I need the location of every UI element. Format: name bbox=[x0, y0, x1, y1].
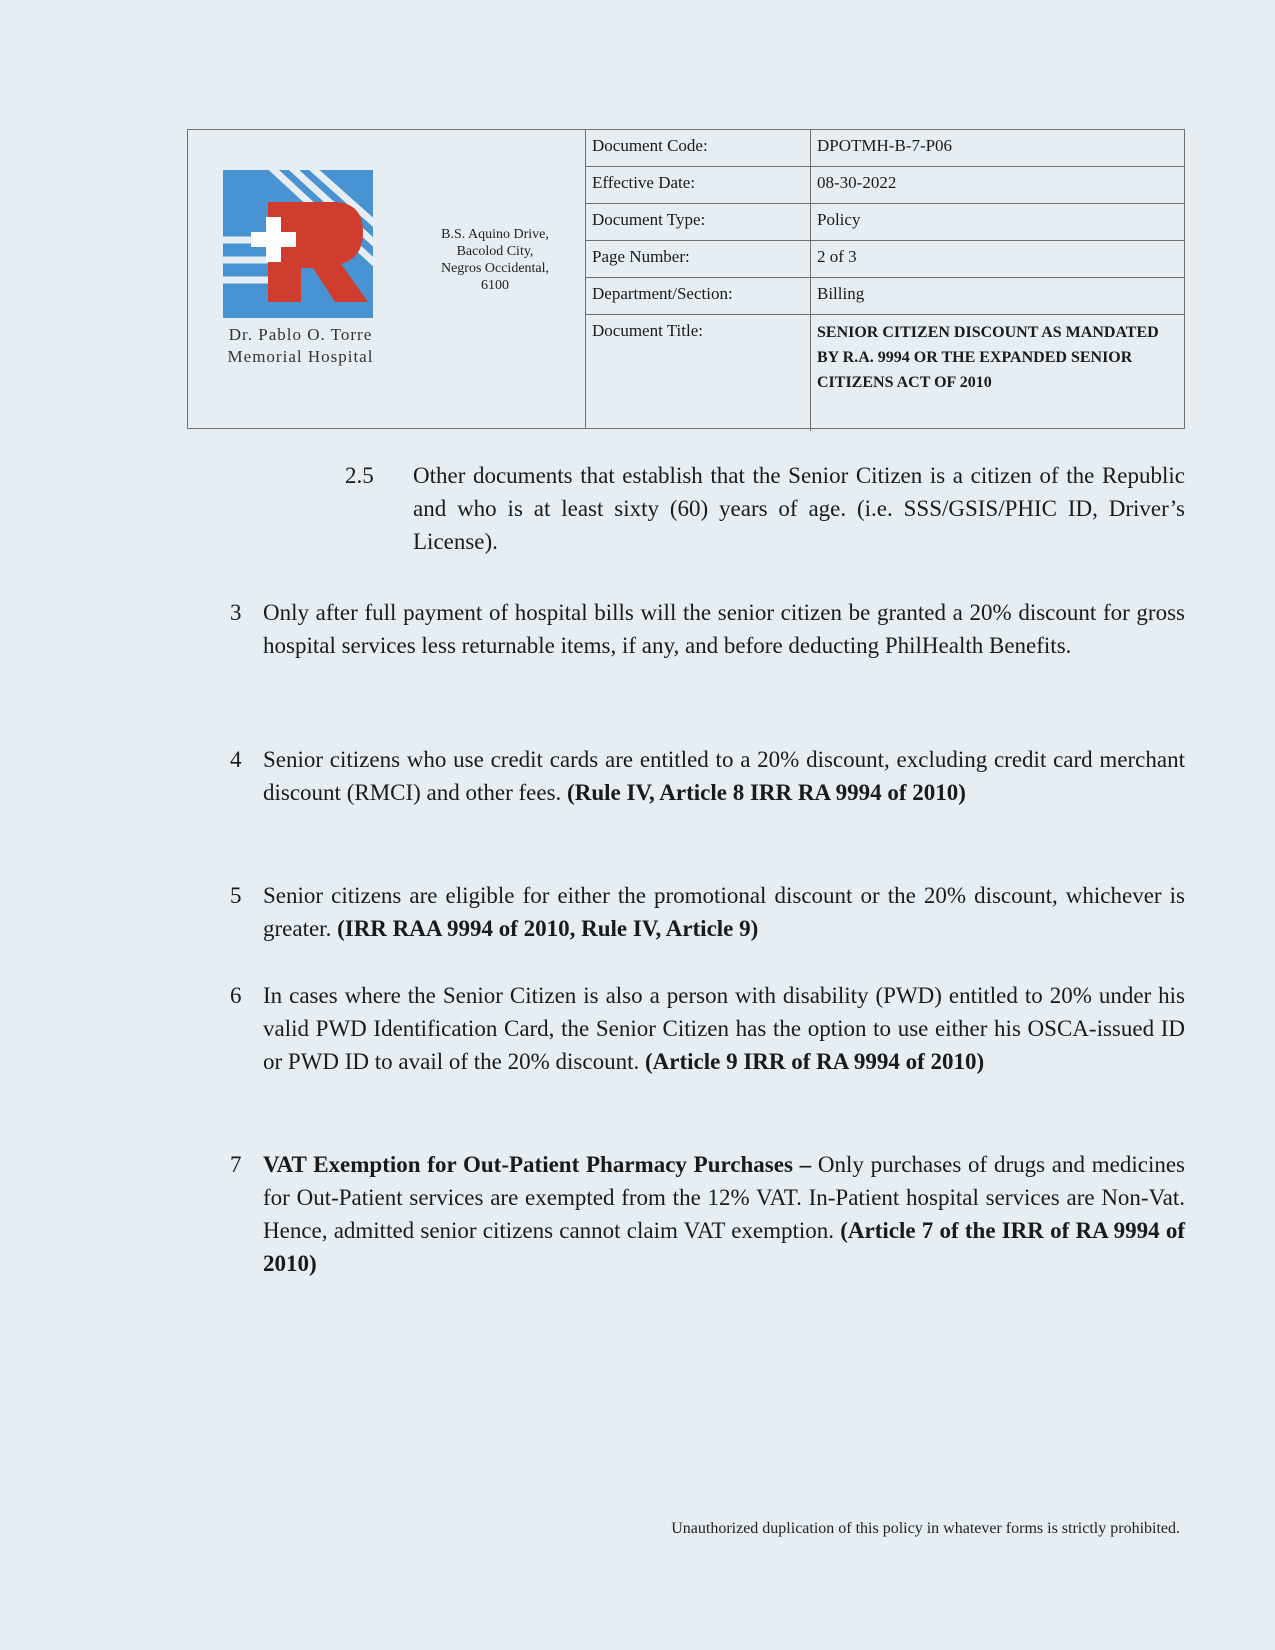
list-item-5 bbox=[230, 879, 1185, 945]
document-code-value: DPOTMH-B-7-P06 bbox=[811, 130, 1185, 167]
document-title-label: Document Title: bbox=[586, 315, 811, 432]
hospital-address bbox=[410, 226, 580, 294]
footer-notice: Unauthorized duplication of this policy in whatever forms is strictly prohibited. bbox=[671, 1520, 1180, 1537]
info-row-code bbox=[586, 130, 1184, 167]
list-item-number: 7 bbox=[230, 1152, 242, 1177]
list-item-number: 3 bbox=[230, 600, 242, 625]
effective-date-label: Effective Date: bbox=[586, 167, 811, 204]
address-line3: Negros Occidental, bbox=[440, 261, 550, 276]
list-item-text bbox=[263, 1148, 1185, 1280]
info-row-department bbox=[586, 278, 1184, 315]
list-item-body: Only purchases of drugs and medicines for Out-Patient services are exempted from the 12% VAT. In-Patient hospital services are Non-Vat. Hence, admitted senior citizens cannot claim VAT exemption. bbox=[263, 1152, 1186, 1243]
hospital-logo bbox=[223, 170, 383, 320]
list-item-text bbox=[263, 879, 1185, 945]
hospital-name-line1: Dr. Pablo O. Torre bbox=[228, 325, 373, 344]
list-item-text bbox=[263, 979, 1185, 1078]
page-number-label: Page Number: bbox=[586, 241, 811, 278]
info-row-date bbox=[586, 167, 1184, 204]
list-item-body: In cases where the Senior Citizen is also a person with disability (PWD) entitled to 20% under his valid PWD Identification Card, the Senior Citizen has the option to use either his OSCA-issued ID or PWD ID to avail of the 20% discount. bbox=[263, 983, 1185, 1074]
department-label: Department/Section: bbox=[586, 278, 811, 315]
document-type-value: Policy bbox=[811, 204, 1185, 241]
address-line1: B.S. Aquino Drive, bbox=[441, 227, 549, 242]
list-item-number: 2.5 bbox=[345, 463, 374, 488]
document-header bbox=[187, 129, 1185, 429]
legal-reference: (Rule IV, Article 8 IRR RA 9994 of 2010) bbox=[567, 780, 966, 805]
list-item-number: 5 bbox=[230, 883, 242, 908]
logo-cell bbox=[188, 130, 586, 428]
legal-reference: (Article 7 of the IRR of RA 9994 of 2010) bbox=[263, 1218, 1186, 1276]
effective-date-value: 08-30-2022 bbox=[811, 167, 1185, 204]
document-type-label: Document Type: bbox=[586, 204, 811, 241]
list-item-4 bbox=[230, 743, 1185, 809]
list-item-2-5 bbox=[345, 459, 1185, 558]
list-item-3 bbox=[230, 596, 1185, 662]
info-row-title bbox=[586, 315, 1184, 432]
document-title-value: SENIOR CITIZEN DISCOUNT AS MANDATED BY R.A. 9994 OR THE EXPANDED SENIOR CITIZENS ACT OF 2010 bbox=[817, 324, 1159, 391]
hospital-name bbox=[188, 324, 413, 368]
address-line2: Bacolod City, bbox=[456, 244, 534, 259]
document-code-label: Document Code: bbox=[586, 130, 811, 167]
address-line4: 6100 bbox=[481, 278, 509, 293]
list-item-6 bbox=[230, 979, 1185, 1078]
list-item-number: 6 bbox=[230, 983, 242, 1008]
document-info-table bbox=[586, 130, 1184, 431]
info-row-page bbox=[586, 241, 1184, 278]
list-item-text: Other documents that establish that the Senior Citizen is a citizen of the Republic and who is at least sixty (60) years of age. (i.e. SSS/GSIS/PHIC ID, Driver’s License). bbox=[413, 463, 1185, 554]
list-item-text bbox=[263, 743, 1185, 809]
list-item-heading: VAT Exemption for Out-Patient Pharmacy Purchases – bbox=[263, 1152, 812, 1177]
list-item-body: Senior citizens are eligible for either the promotional discount or the 20% discount, whichever is greater. bbox=[263, 883, 1185, 941]
info-row-type bbox=[586, 204, 1184, 241]
department-value: Billing bbox=[811, 278, 1185, 315]
list-item-7 bbox=[230, 1148, 1185, 1280]
legal-reference: (IRR RAA 9994 of 2010, Rule IV, Article 9) bbox=[337, 916, 759, 941]
hospital-name-line2: Memorial Hospital bbox=[227, 347, 374, 366]
list-item-text: Only after full payment of hospital bills will the senior citizen be granted a 20% discount for gross hospital services less returnable items, if any, and before deducting PhilHealth Benefits. bbox=[263, 600, 1185, 658]
list-item-number: 4 bbox=[230, 747, 242, 772]
legal-reference: (Article 9 IRR of RA 9994 of 2010) bbox=[644, 1049, 985, 1074]
page-number-value: 2 of 3 bbox=[811, 241, 1185, 278]
list-item-body: Senior citizens who use credit cards are entitled to a 20% discount, excluding credit card merchant discount (RMCI) and other fees. bbox=[263, 747, 1185, 805]
